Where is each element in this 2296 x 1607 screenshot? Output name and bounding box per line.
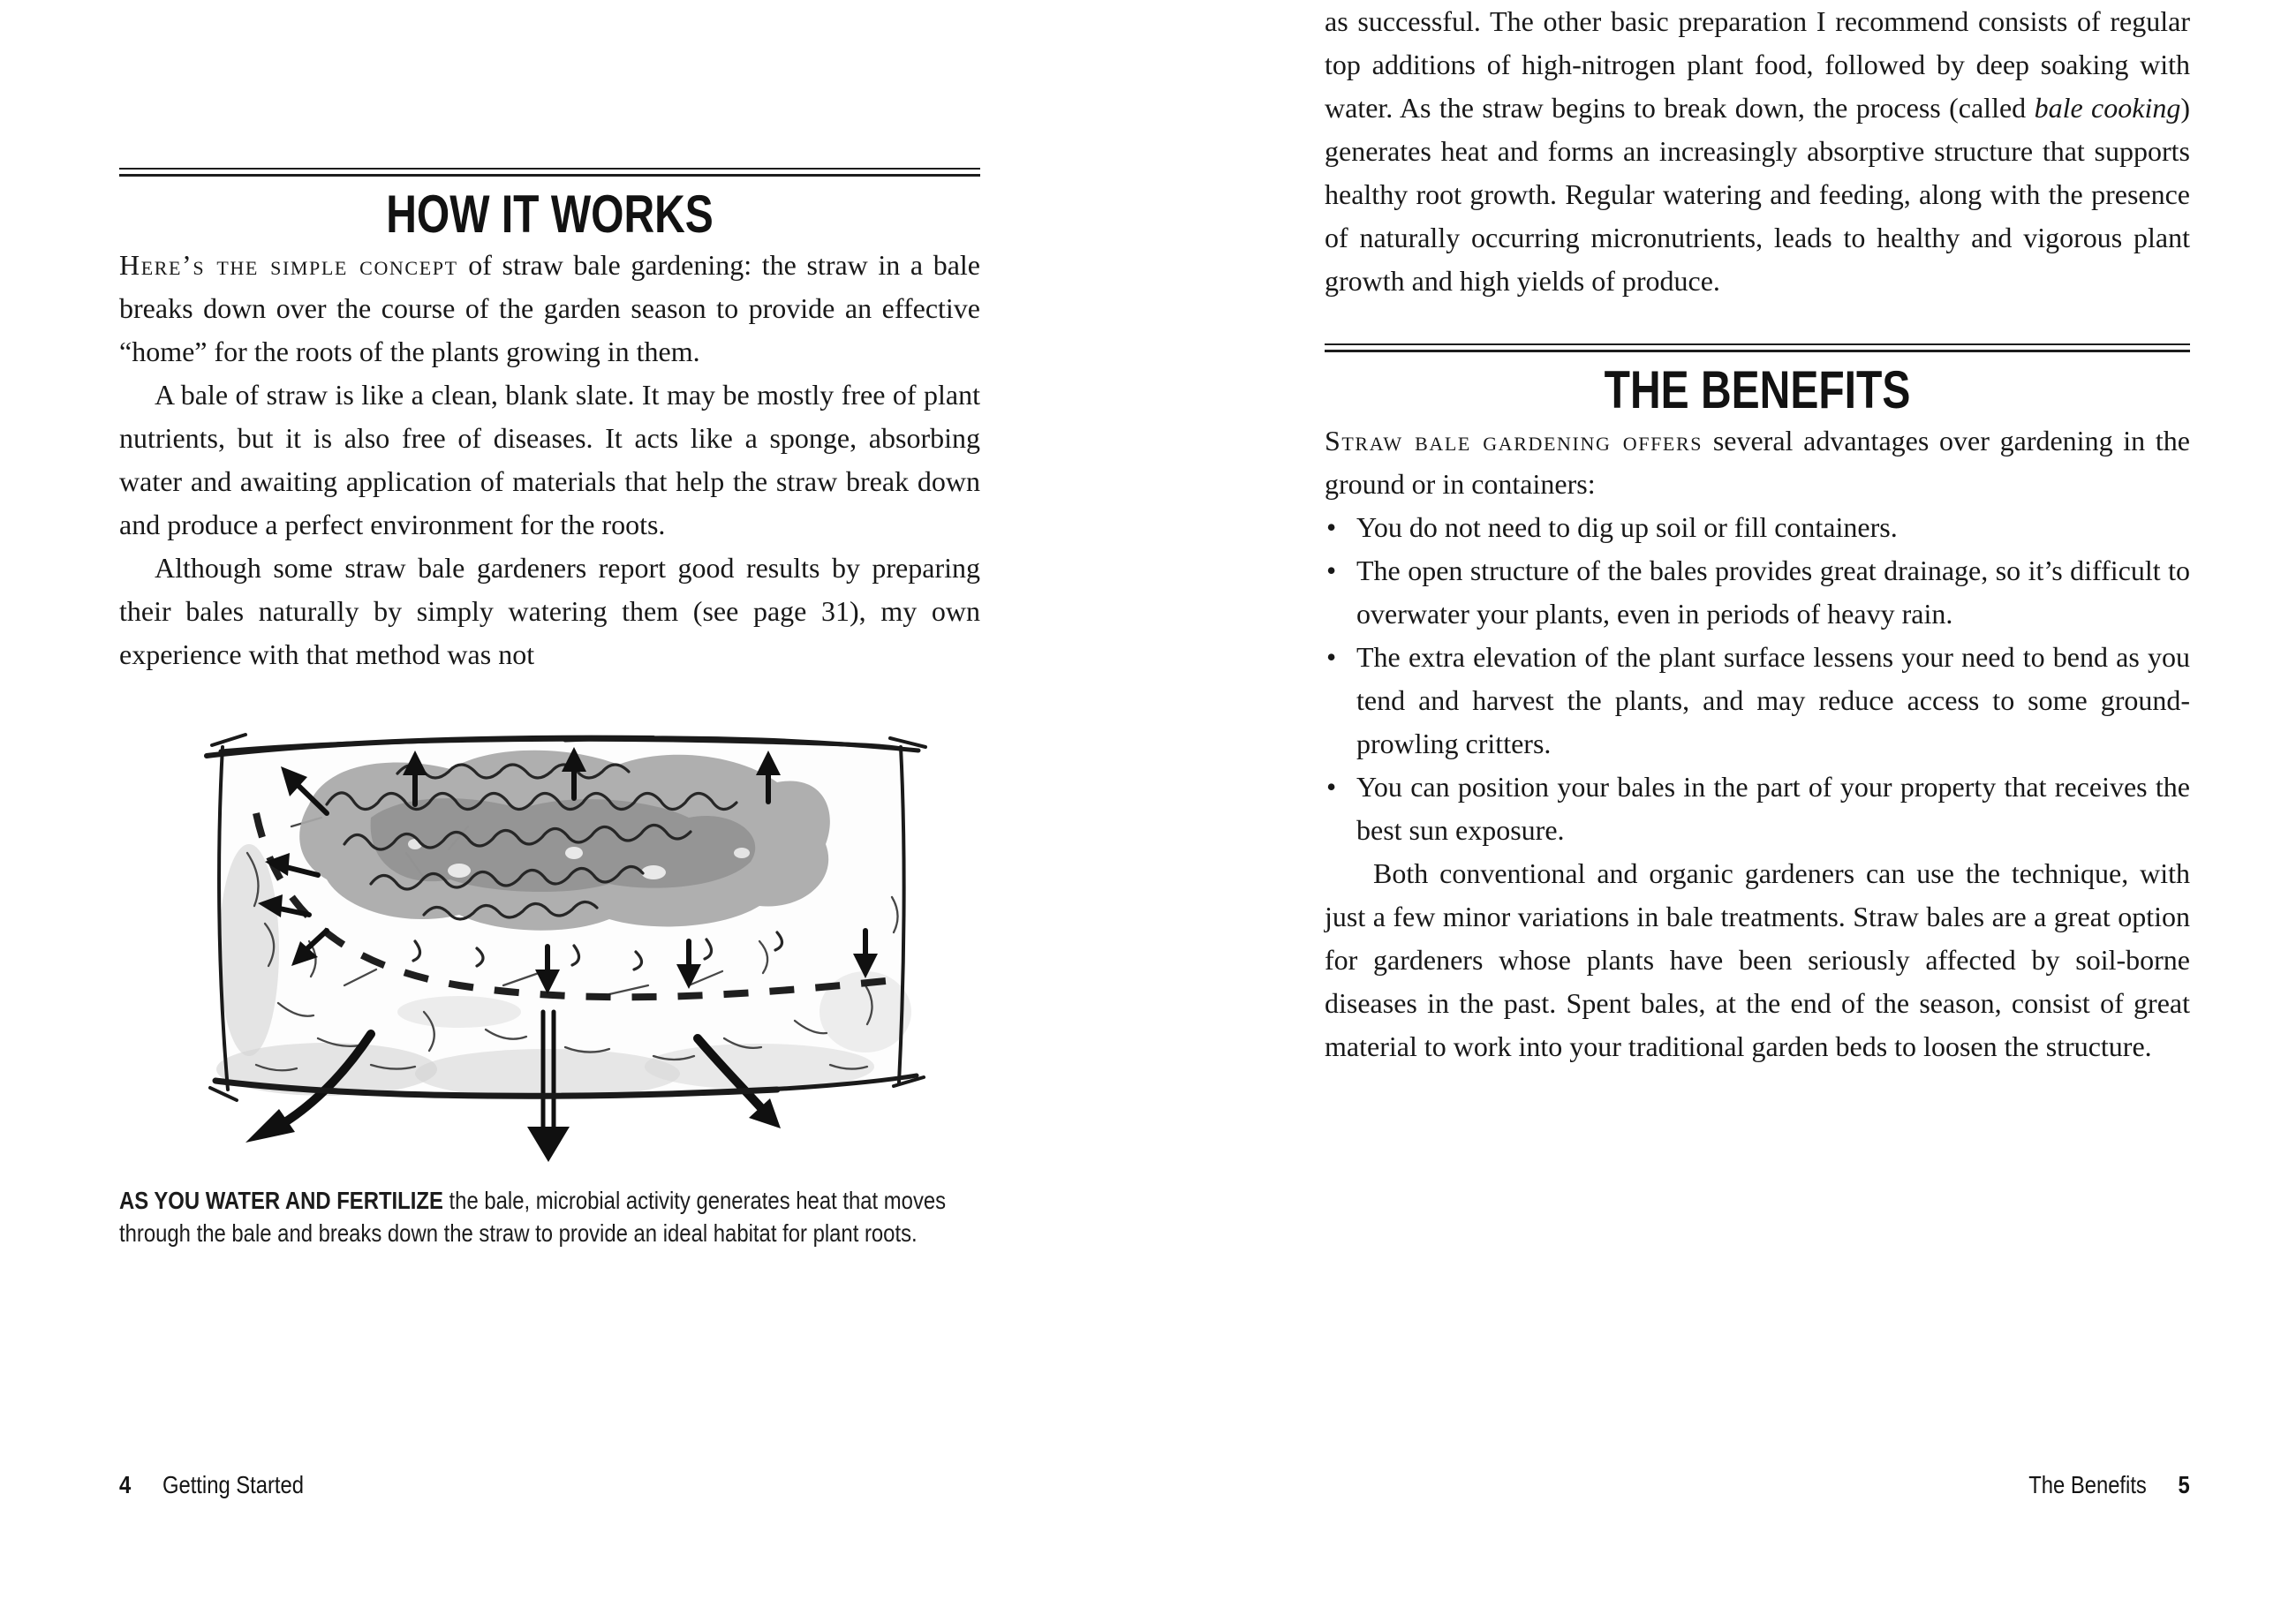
para-intro-lead: Here’s the simple concept: [119, 249, 458, 281]
right-page: [1148, 0, 2296, 1607]
section-rule: [1325, 343, 2190, 352]
continuation-part2: ) generates heat and forms an increasingly absorptive structure that supports healthy root growth. Regular watering and feeding, along with the presence of naturally occurring micronutrients, leads to healthy and vigorous plant growth and high yields of produce.: [1325, 92, 2191, 297]
benefits-intro-rest: several advantages over gardening in the ground or in containers:: [1325, 425, 2190, 500]
continuation-part1: as successful. The other basic preparation I recommend consists of regular top additions of high-nitrogen plant food, followed by deep soaking with water. As the straw begins to break down, the process (called: [1325, 5, 2190, 124]
section-title-the-benefits: THE BENEFITS: [1604, 360, 1911, 419]
page-number: 4: [119, 1471, 132, 1498]
benefits-list: [1325, 506, 2190, 852]
benefit-item: [1325, 636, 2190, 766]
benefit-item: [1325, 549, 2190, 636]
left-footer: [119, 1471, 304, 1499]
right-page-body: [1325, 0, 2190, 303]
benefit-text: You do not need to dig up soil or fill containers.: [1356, 511, 1898, 543]
para-natural-prep: Although some straw bale gardeners report good results by preparing their bales naturally by simply watering them (see page 31), my own experience with that method was not: [119, 552, 980, 670]
closing-paragraph: Both conventional and organic gardeners can use the technique, with just a few minor variations in bale treatments. Straw bales are a great option for gardeners whose plants have been seriously affected by soil-borne diseases in the past. Spent bales, at the end of the season, consist of great material to work into your traditional garden beds to loosen the structure.: [1325, 857, 2190, 1062]
benefits-body: [1325, 419, 2190, 1068]
section-title-how-it-works: HOW IT WORKS: [386, 185, 714, 244]
para-intro-rest: of straw bale gardening: the straw in a bale breaks down over the course of the garden season to provide an effective “home” for the roots of the plants growing in them.: [119, 249, 981, 367]
benefit-text: The open structure of the bales provides great drainage, so it’s difficult to overwater your plants, even in periods of heavy rain.: [1356, 555, 2190, 630]
right-footer: [2028, 1471, 2190, 1499]
benefit-item: [1325, 766, 2190, 852]
straw-bale-illustration: [194, 721, 927, 1162]
continuation-italic: bale cooking: [2034, 92, 2181, 124]
benefits-intro-lead: Straw bale gardening offers: [1325, 425, 1703, 456]
left-page-body: [119, 244, 980, 676]
running-head: Getting Started: [162, 1471, 305, 1498]
running-head: The Benefits: [2028, 1471, 2148, 1498]
section-rule: [119, 168, 980, 177]
figure-caption: [119, 1184, 979, 1249]
para-blank-slate: A bale of straw is like a clean, blank slate. It may be mostly free of plant nutrients, but it is also free of diseases. It acts like a sponge, absorbing water and awaiting application of materials that help the straw break down and produce a perfect environment for the roots.: [119, 379, 980, 540]
benefit-text: You can position your bales in the part of your property that receives the best sun exposure.: [1356, 771, 2190, 846]
figure-caption-text: the bale, microbial activity generates heat that moves through the bale and breaks down the straw to provide an ideal habitat for plant roots.: [119, 1187, 947, 1247]
figure-caption-lead: AS YOU WATER AND FERTILIZE: [119, 1187, 443, 1214]
page-number: 5: [2178, 1471, 2190, 1498]
benefit-item: [1325, 506, 2190, 549]
benefit-text: The extra elevation of the plant surface lessens your need to bend as you tend and harvest the plants, and may reduce access to some ground-prowling critters.: [1356, 641, 2190, 759]
continuation-paragraph: [1325, 0, 2190, 303]
benefits-intro: [1325, 419, 2190, 506]
figure-caption-wrap: [119, 1184, 980, 1249]
para-intro: [119, 244, 980, 373]
